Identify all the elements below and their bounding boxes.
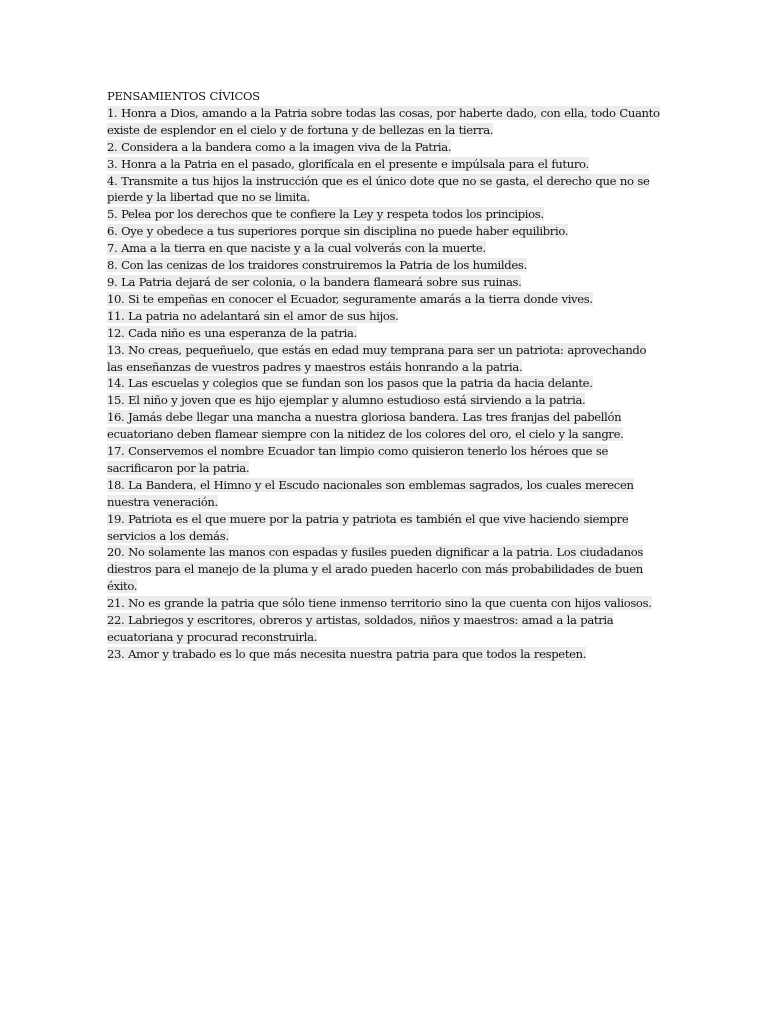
list-item-text: 7. Ama a la tierra en que naciste y a la cual volverás con la muerte.	[107, 241, 486, 256]
list-item-text: 16. Jamás debe llegar una mancha a nuestra gloriosa bandera. Las tres franjas del pabellón ecuatoriano deben flamear siempre con la nitidez de los colores del oro, el cielo y la sangre.	[107, 410, 624, 442]
list-item-text: 14. Las escuelas y colegios que se fundan son los pasos que la patria da hacia delante.	[107, 376, 593, 391]
list-item-text: 19. Patriota es el que muere por la patria y patriota es también el que vive haciendo siempre servicios a los demás.	[107, 511, 629, 543]
list-item	[107, 646, 663, 663]
list-item-text: 10. Si te empeñas en conocer el Ecuador, seguramente amarás a la tierra donde vives.	[107, 291, 593, 306]
list-item	[107, 342, 663, 376]
list-item	[107, 595, 663, 612]
list-item-text: 12. Cada niño es una esperanza de la patria.	[107, 325, 357, 340]
list-item	[107, 291, 663, 308]
list-item-text: 18. La Bandera, el Himno y el Escudo nacionales son emblemas sagrados, los cuales merecen nuestra veneración.	[107, 477, 634, 509]
document-body	[107, 88, 663, 663]
list-item-text: 8. Con las cenizas de los traidores construiremos la Patria de los humildes.	[107, 258, 527, 273]
list-item	[107, 392, 663, 409]
list-item	[107, 257, 663, 274]
list-item-text: 4. Transmite a tus hijos la instrucción que es el único dote que no se gasta, el derecho que no se pierde y la libertad que no se limita.	[107, 173, 650, 205]
list-item	[107, 274, 663, 291]
list-item-text: 13. No creas, pequeñuelo, que estás en edad muy temprana para ser un patriota: aprovechando las enseñanzas de vuestros padres y maestros estáis honrando a la patria.	[107, 342, 647, 374]
list-item	[107, 139, 663, 156]
list-item-text: 1. Honra a Dios, amando a la Patria sobre todas las cosas, por haberte dado, con ella, todo Cuanto existe de esplendor en el cielo y de fortuna y de bellezas en la tierra.	[107, 105, 660, 137]
list-item	[107, 443, 663, 477]
list-item	[107, 308, 663, 325]
civic-thoughts-list	[107, 105, 663, 663]
list-item	[107, 206, 663, 223]
list-item	[107, 223, 663, 240]
document-title	[107, 88, 663, 105]
list-item-text: 15. El niño y joven que es hijo ejemplar y alumno estudioso está sirviendo a la patria.	[107, 393, 586, 408]
list-item	[107, 511, 663, 545]
list-item	[107, 544, 663, 595]
list-item-text: 23. Amor y trabado es lo que más necesita nuestra patria para que todos la respeten.	[107, 646, 587, 661]
list-item	[107, 105, 663, 139]
list-item-text: 22. Labriegos y escritores, obreros y artistas, soldados, niños y maestros: amad a la patria ecuatoriana y procurad reconstruirla.	[107, 613, 614, 644]
list-item	[107, 375, 663, 392]
list-item	[107, 173, 663, 207]
list-item-text: 11. La patria no adelantará sin el amor de sus hijos.	[107, 308, 399, 323]
list-item-text: 9. La Patria dejará de ser colonia, o la bandera flameará sobre sus ruinas.	[107, 274, 522, 289]
list-item-text: 21. No es grande la patria que sólo tiene inmenso territorio sino la que cuenta con hijos valiosos.	[107, 596, 652, 611]
list-item	[107, 240, 663, 257]
list-item-text: 5. Pelea por los derechos que te confiere la Ley y respeta todos los principios.	[107, 207, 544, 222]
list-item	[107, 612, 663, 646]
list-item	[107, 477, 663, 511]
list-item-text: 6. Oye y obedece a tus superiores porque sin disciplina no puede haber equilibrio.	[107, 224, 569, 239]
list-item	[107, 156, 663, 173]
list-item	[107, 325, 663, 342]
list-item-text: 2. Considera a la bandera como a la imagen viva de la Patria.	[107, 139, 452, 154]
list-item-text: 20. No solamente las manos con espadas y fusiles pueden dignificar a la patria. Los ciudadanos diestros para el manejo de la pluma y el arado pueden hacerlo con más probabilidades de buen éxito.	[107, 545, 643, 594]
list-item-text: 3. Honra a la Patria en el pasado, glorifícala en el presente e impúlsala para el futuro.	[107, 156, 589, 171]
document-title-text: PENSAMIENTOS CÍVICOS	[107, 89, 260, 103]
list-item-text: 17. Conservemos el nombre Ecuador tan limpio como quisieron tenerlo los héroes que se sacrificaron por la patria.	[107, 444, 608, 475]
list-item	[107, 409, 663, 443]
